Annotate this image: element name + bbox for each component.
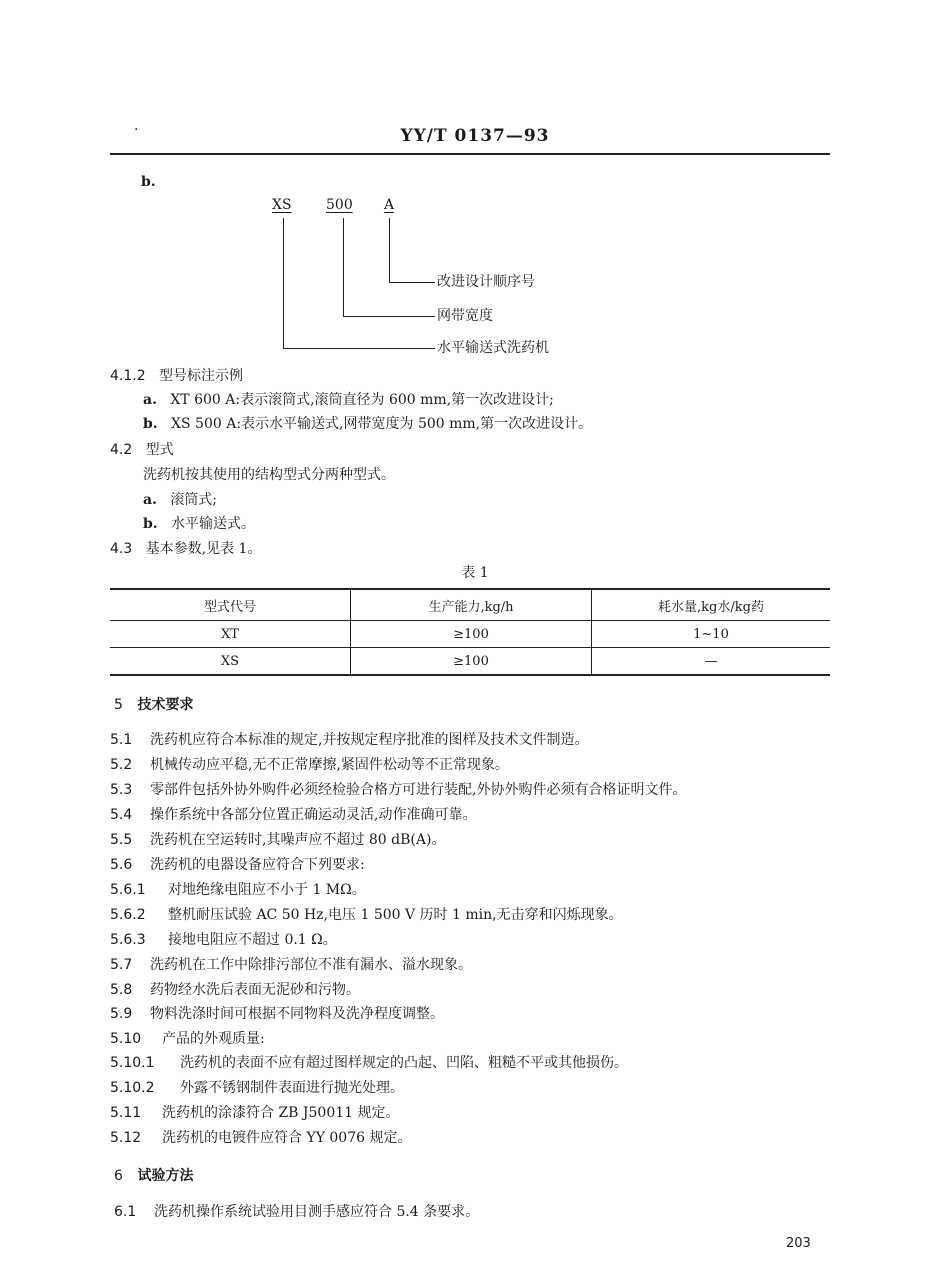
example-b-text: XS 500 A:表示水平输送式,网带宽度为 500 mm,第一次改进设计。 <box>171 416 593 432</box>
list-marker: b. <box>143 416 158 432</box>
type-b-text: 水平输送式。 <box>171 516 256 532</box>
clause-number: 5.1 <box>110 732 133 748</box>
type-a <box>143 490 217 510</box>
clause-5-6 <box>110 855 365 875</box>
clause-5-4 <box>110 805 476 825</box>
section-title: 技术要求 <box>137 697 194 713</box>
list-marker: a. <box>143 492 157 508</box>
table-row <box>110 648 830 676</box>
table-cell: — <box>592 648 831 676</box>
table-row <box>110 621 830 648</box>
clause-number: 5.2 <box>110 757 133 773</box>
example-b <box>143 414 592 434</box>
column-header: 耗水量,kg水/kg药 <box>592 589 831 621</box>
table-cell: 1~10 <box>592 621 831 648</box>
clause-text: 产品的外观质量: <box>162 1031 265 1047</box>
clause-text: 物料洗涤时间可根据不同物料及洗净程度调整。 <box>150 1006 444 1022</box>
callout-machine-type: 水平输送式洗药机 <box>437 340 549 356</box>
clause-number: 5.10 <box>110 1031 142 1047</box>
type-b <box>143 514 255 534</box>
table-cell: XS <box>110 648 351 676</box>
section-number: 4.2 <box>110 442 133 458</box>
clause-number: 5.9 <box>110 1006 133 1022</box>
diagram-connector-a <box>389 282 435 283</box>
clause-number: 5.11 <box>110 1105 142 1121</box>
clause-5-10 <box>110 1029 265 1049</box>
table-cell: ≥100 <box>351 648 592 676</box>
diagram-connector-xs <box>283 348 435 349</box>
section-number: 4.1.2 <box>110 368 146 384</box>
section-4-1-2 <box>110 366 243 386</box>
diagram-line-500 <box>343 218 344 316</box>
clause-text: 药物经水洗后表面无泥砂和污物。 <box>150 982 360 998</box>
callout-improvement-sequence: 改进设计顺序号 <box>437 274 535 290</box>
clause-5-11 <box>110 1103 400 1123</box>
table-cell: ≥100 <box>351 621 592 648</box>
clause-5-1 <box>110 730 588 750</box>
page-number: 203 <box>786 1236 811 1251</box>
clause-5-8 <box>110 980 360 1000</box>
clause-5-10-2 <box>110 1078 404 1098</box>
clause-number: 5.6.3 <box>110 932 146 948</box>
section-number: 6 <box>114 1168 123 1184</box>
clause-6-1 <box>114 1202 479 1222</box>
clause-5-3 <box>110 780 686 800</box>
diagram-line-xs <box>283 218 284 348</box>
clause-number: 5.8 <box>110 982 133 998</box>
clause-number: 5.3 <box>110 782 133 798</box>
header-rule <box>110 153 830 155</box>
column-header: 生产能力,kg/h <box>351 589 592 621</box>
clause-number: 5.6 <box>110 857 133 873</box>
clause-text: 洗药机应符合本标准的规定,并按规定程序批准的图样及技术文件制造。 <box>150 732 589 748</box>
diagram-line-a <box>389 218 390 282</box>
section-6-heading <box>114 1166 194 1186</box>
section-title: 型号标注示例 <box>158 368 243 384</box>
clause-text: 洗药机的电器设备应符合下列要求: <box>150 857 365 873</box>
diagram-label: b. <box>141 174 156 190</box>
header-dot: · <box>134 122 139 138</box>
section-4-2-intro: 洗药机按其使用的结构型式分两种型式。 <box>143 467 395 483</box>
example-a-text: XT 600 A:表示滚筒式,滚筒直径为 600 mm,第一次改进设计; <box>170 392 554 408</box>
column-header: 型式代号 <box>110 589 351 621</box>
section-4-2 <box>110 440 174 460</box>
section-title: 型式 <box>145 442 174 458</box>
clause-5-6-3 <box>110 930 337 950</box>
clause-5-2 <box>110 755 509 775</box>
section-number: 4.3 <box>110 541 133 557</box>
clause-text: 外露不锈钢制件表面进行抛光处理。 <box>180 1080 404 1096</box>
table-header-row <box>110 589 830 621</box>
clause-5-7 <box>110 955 472 975</box>
type-a-text: 滚筒式; <box>170 492 218 508</box>
section-title: 试验方法 <box>137 1168 194 1184</box>
clause-text: 洗药机在空运转时,其噪声应不超过 80 dB(A)。 <box>150 832 446 848</box>
clause-text: 接地电阻应不超过 0.1 Ω。 <box>168 932 337 948</box>
clause-text: 机械传动应平稳,无不正常摩擦,紧固件松动等不正常现象。 <box>150 757 509 773</box>
clause-number: 5.6.2 <box>110 907 146 923</box>
example-a <box>143 390 554 410</box>
section-4-3 <box>110 539 261 559</box>
clause-number: 5.12 <box>110 1130 142 1146</box>
clause-text: 整机耐压试验 AC 50 Hz,电压 1 500 V 历时 1 min,无击穿和闪烁现象。 <box>168 907 623 923</box>
clause-text: 洗药机的表面不应有超过图样规定的凸起、凹陷、粗糙不平或其他损伤。 <box>180 1055 628 1071</box>
section-number: 5 <box>114 697 123 713</box>
table-cell: XT <box>110 621 351 648</box>
clause-number: 5.4 <box>110 807 133 823</box>
clause-text: 洗药机在工作中除排污部位不准有漏水、溢水现象。 <box>150 957 472 973</box>
clause-number: 6.1 <box>114 1204 137 1220</box>
clause-5-12 <box>110 1128 411 1148</box>
clause-number: 5.5 <box>110 832 133 848</box>
code-xs: XS <box>272 197 292 213</box>
standard-code-header: YY/T 0137—93 <box>400 126 550 146</box>
list-marker: b. <box>143 516 158 532</box>
clause-5-6-1 <box>110 880 366 900</box>
clause-number: 5.10.1 <box>110 1055 155 1071</box>
code-500: 500 <box>326 197 353 213</box>
clause-number: 5.10.2 <box>110 1080 155 1096</box>
section-text: 基本参数,见表 1。 <box>145 541 262 557</box>
clause-5-9 <box>110 1004 444 1024</box>
clause-text: 操作系统中各部分位置正确运动灵活,动作准确可靠。 <box>150 807 477 823</box>
clause-text: 洗药机的电镀件应符合 YY 0076 规定。 <box>162 1130 412 1146</box>
list-marker: a. <box>143 392 157 408</box>
clause-text: 洗药机的涂漆符合 ZB J50011 规定。 <box>162 1105 400 1121</box>
section-5-heading <box>114 695 194 715</box>
clause-5-5 <box>110 830 445 850</box>
callout-belt-width: 网带宽度 <box>437 308 493 324</box>
clause-5-6-2 <box>110 905 623 925</box>
clause-number: 5.7 <box>110 957 133 973</box>
clause-text: 对地绝缘电阻应不小于 1 MΩ。 <box>168 882 366 898</box>
clause-text: 洗药机操作系统试验用目测手感应符合 5.4 条要求。 <box>154 1204 480 1220</box>
clause-text: 零部件包括外协外购件必须经检验合格方可进行装配,外协外购件必须有合格证明文件。 <box>150 782 687 798</box>
diagram-connector-500 <box>343 316 435 317</box>
clause-5-10-1 <box>110 1053 628 1073</box>
clause-number: 5.6.1 <box>110 882 146 898</box>
code-a: A <box>384 197 395 213</box>
basic-parameters-table <box>110 588 830 676</box>
table-caption: 表 1 <box>461 565 489 581</box>
